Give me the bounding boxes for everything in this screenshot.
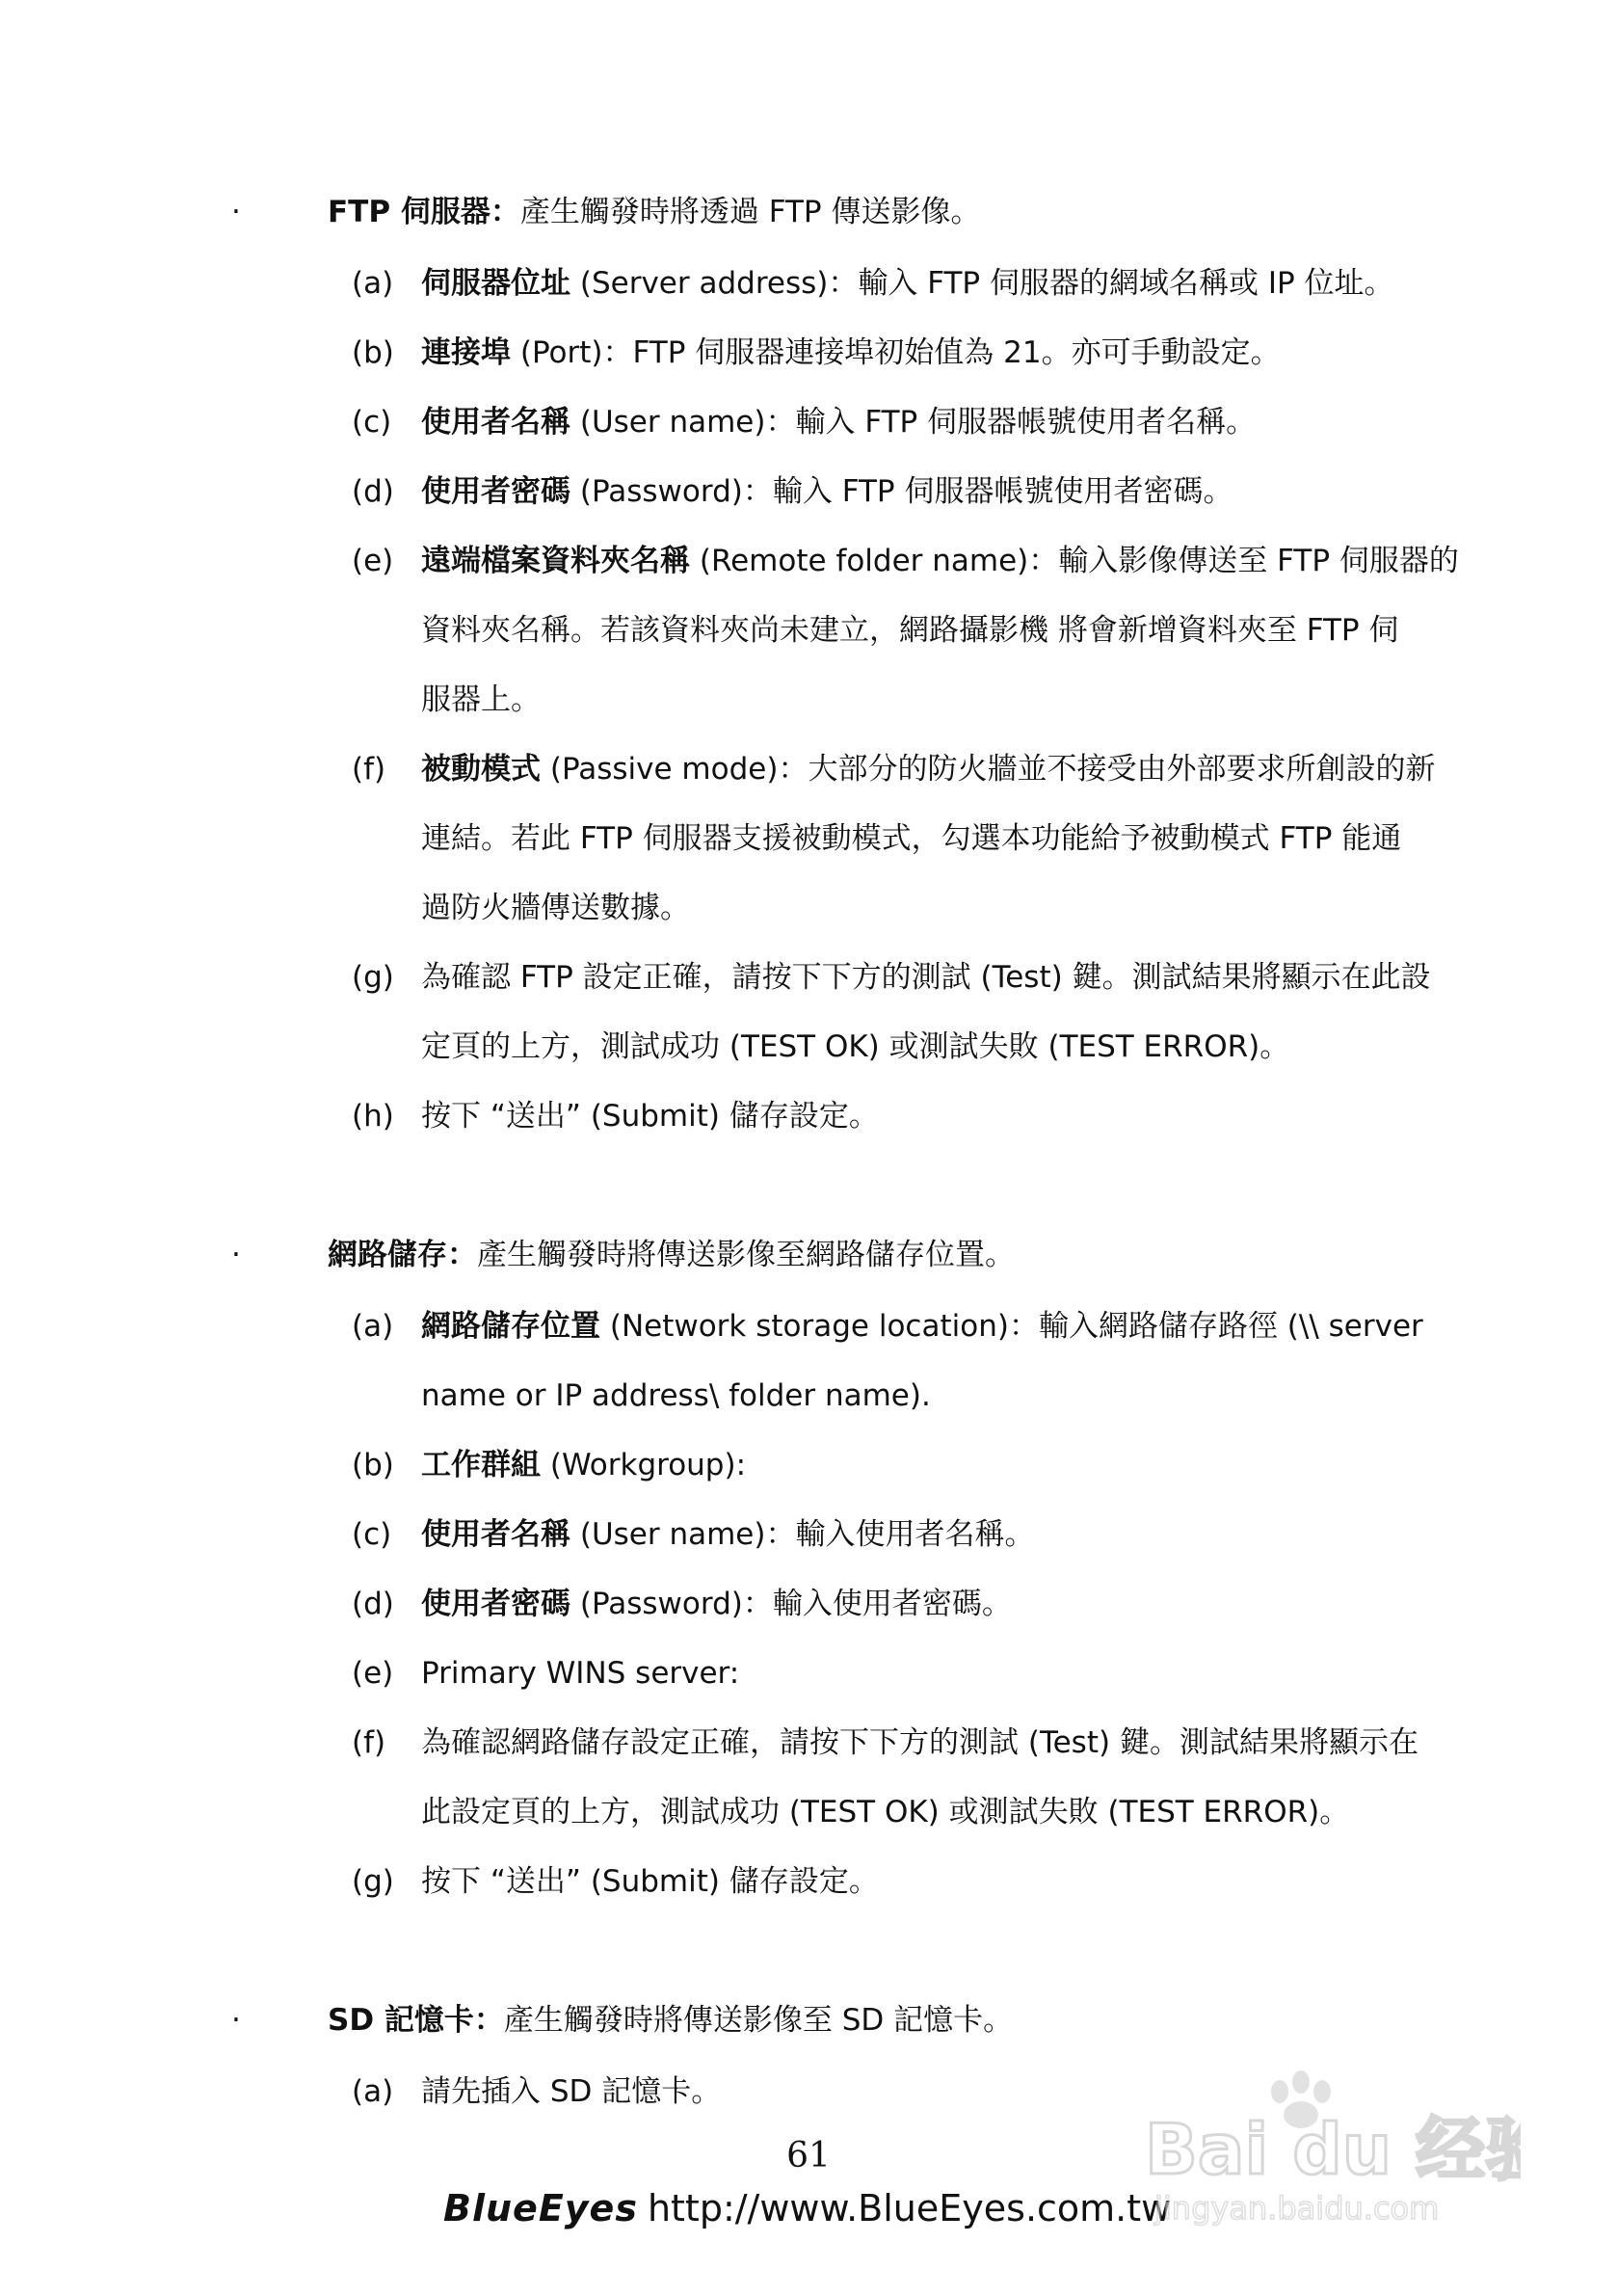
item-network-test: 為確認網路儲存設定正確，請按下下方的測試 (Test) 鍵。測試結果將顯示在 (421, 1725, 1418, 1760)
item-continuation: 連結。若此 FTP 伺服器支援被動模式，勾選本功能給予被動模式 FTP 能通 (421, 821, 1402, 856)
item-ftp-test: 為確認 FTP 設定正確，請按下下方的測試 (Test) 鍵。測試結果將顯示在此設 (421, 960, 1431, 995)
item-user-name: 使用者名稱 (User name)：輸入使用者名稱。 (421, 1517, 1035, 1552)
item-label: (e) (352, 544, 394, 578)
brand-logo: BlueEyes (443, 2187, 638, 2229)
item-workgroup: 工作群組 (Workgroup): (421, 1448, 747, 1482)
item-label: (g) (352, 960, 394, 995)
footer (443, 2186, 1171, 2230)
watermark-text: Bai du 经验 (1145, 2109, 1521, 2190)
section-title-bold: FTP 伺服器： (328, 195, 520, 229)
section-title-network-storage (328, 1236, 1015, 1274)
footer-url[interactable]: http://www.BlueEyes.com.tw (647, 2187, 1172, 2229)
item-label: (e) (352, 1656, 394, 1691)
item-insert-sd: 請先插入 SD 記憶卡。 (421, 2074, 722, 2109)
item-label: (a) (352, 1309, 394, 1344)
item-label: (g) (352, 1864, 394, 1899)
section-title-bold: SD 記憶卡： (328, 2003, 504, 2038)
section-title-text: 產生觸發時將傳送影像至網路儲存位置。 (477, 1238, 1015, 1272)
item-server-address: 伺服器位址 (Server address)：輸入 FTP 伺服器的網域名稱或 IP 位址。 (421, 266, 1394, 301)
item-network-location: 網路儲存位置 (Network storage location)：輸入網路儲存路徑 (\\ server (421, 1309, 1423, 1344)
section-bullet: · (231, 2003, 241, 2038)
section-title-sd-card (328, 2001, 1013, 2040)
item-continuation: 服器上。 (421, 682, 541, 717)
section-bullet: · (231, 1238, 241, 1272)
item-label: (f) (352, 1725, 386, 1760)
item-passive-mode: 被動模式 (Passive mode)：大部分的防火牆並不接受由外部要求所創設的新 (421, 752, 1436, 787)
item-label: (a) (352, 266, 394, 301)
item-password: 使用者密碼 (Password)：輸入使用者密碼。 (421, 1587, 1012, 1621)
item-user-name: 使用者名稱 (User name)：輸入 FTP 伺服器帳號使用者名稱。 (421, 405, 1257, 440)
section-title-ftp (328, 193, 980, 231)
item-continuation: 此設定頁的上方，測試成功 (TEST OK) 或測試失敗 (TEST ERROR)。 (421, 1795, 1350, 1829)
item-label: (d) (352, 1587, 394, 1621)
section-title-text: 產生觸發時將透過 FTP 傳送影像。 (519, 195, 981, 229)
item-label: (d) (352, 474, 394, 509)
section-bullet: · (231, 195, 241, 229)
item-label: (b) (352, 1448, 394, 1482)
item-label: (h) (352, 1099, 394, 1134)
item-port: 連接埠 (Port)：FTP 伺服器連接埠初始值為 21。亦可手動設定。 (421, 335, 1281, 370)
item-label: (f) (352, 752, 386, 787)
item-label: (a) (352, 2074, 394, 2109)
item-network-submit: 按下 “送出” (Submit) 儲存設定。 (421, 1864, 879, 1899)
baidu-watermark (1135, 2053, 1521, 2227)
item-label: (b) (352, 335, 394, 370)
item-remote-folder: 遠端檔案資料夾名稱 (Remote folder name)：輸入影像傳送至 FTP 伺服器的 (421, 544, 1459, 578)
watermark-subtext: jingyan.baidu.com (1154, 2190, 1440, 2227)
baidu-paw-icon (1135, 2053, 1521, 2227)
section-title-text: 產生觸發時將傳送影像至 SD 記憶卡。 (503, 2003, 1014, 2038)
item-password: 使用者密碼 (Password)：輸入 FTP 伺服器帳號使用者密碼。 (421, 474, 1233, 509)
section-title-bold: 網路儲存： (328, 1238, 477, 1272)
item-ftp-submit: 按下 “送出” (Submit) 儲存設定。 (421, 1099, 879, 1134)
item-continuation: 定頁的上方，測試成功 (TEST OK) 或測試失敗 (TEST ERROR)。 (421, 1029, 1290, 1064)
item-continuation: 資料夾名稱。若該資料夾尚未建立，網路攝影機 將會新增資料夾至 FTP 伺 (421, 613, 1399, 648)
page-number: 61 (786, 2136, 831, 2176)
item-continuation: name or IP address\ folder name). (421, 1378, 931, 1413)
item-continuation: 過防火牆傳送數據。 (421, 891, 690, 925)
item-wins-server: Primary WINS server: (421, 1656, 740, 1691)
item-label: (c) (352, 1517, 392, 1552)
item-label: (c) (352, 405, 392, 440)
